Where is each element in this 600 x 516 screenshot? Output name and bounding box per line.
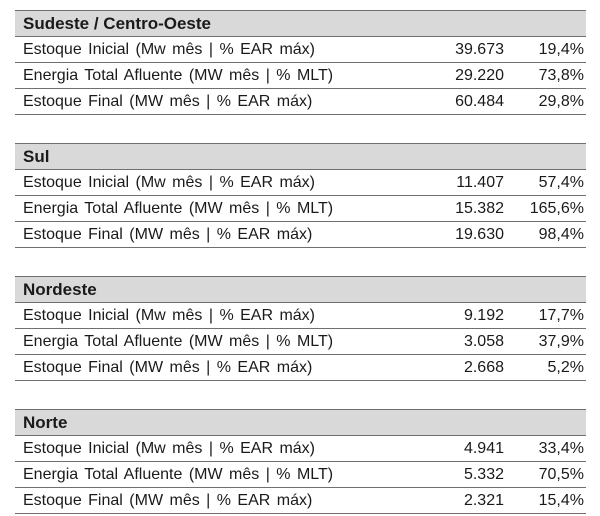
region-block-norte [15,409,586,514]
region-block-sudeste-centro-oeste [15,10,586,115]
row-value: 15.382 [455,200,504,217]
row-percent: 5,2% [547,359,584,376]
row-value: 60.484 [455,93,504,110]
table-row [15,436,586,462]
row-value: 4.941 [463,440,504,457]
region-header: Sul [15,143,586,170]
table-row [15,37,586,63]
row-label: Energia Total Afluente (MW mês | % MLT) [23,67,334,84]
row-label: Energia Total Afluente (MW mês | % MLT) [23,200,334,217]
row-label: Estoque Inicial (Mw mês | % EAR máx) [23,440,316,457]
row-percent: 33,4% [538,440,584,457]
row-percent: 70,5% [538,466,584,483]
row-percent: 57,4% [538,174,584,191]
row-percent: 98,4% [538,226,584,243]
row-value: 2.321 [463,492,504,509]
table-row [15,462,586,488]
row-percent: 19,4% [538,41,584,58]
table-row [15,222,586,248]
row-value: 5.332 [463,466,504,483]
row-percent: 15,4% [538,492,584,509]
table-row [15,355,586,381]
row-percent: 29,8% [538,93,584,110]
table-row [15,488,586,514]
region-header: Nordeste [15,276,586,303]
region-block-nordeste [15,276,586,381]
row-value: 19.630 [455,226,504,243]
row-label: Estoque Inicial (Mw mês | % EAR máx) [23,307,316,324]
row-value: 29.220 [455,67,504,84]
row-value: 11.407 [456,174,504,191]
row-percent: 165,6% [529,200,584,217]
row-label: Estoque Inicial (Mw mês | % EAR máx) [23,41,316,58]
table-row [15,89,586,115]
row-label: Estoque Inicial (Mw mês | % EAR máx) [23,174,316,191]
table-row [15,329,586,355]
table-row [15,63,586,89]
row-value: 9.192 [463,307,504,324]
row-value: 39.673 [455,41,504,58]
row-label: Energia Total Afluente (MW mês | % MLT) [23,333,334,350]
table-row [15,196,586,222]
row-label: Estoque Final (MW mês | % EAR máx) [23,226,313,243]
table-row [15,170,586,196]
row-percent: 37,9% [538,333,584,350]
region-block-sul [15,143,586,248]
row-value: 3.058 [463,333,504,350]
row-percent: 73,8% [538,67,584,84]
row-label: Estoque Final (MW mês | % EAR máx) [23,93,313,110]
row-label: Estoque Final (MW mês | % EAR máx) [23,359,313,376]
row-percent: 17,7% [538,307,584,324]
region-header: Sudeste / Centro-Oeste [15,10,586,37]
table-row [15,303,586,329]
row-label: Energia Total Afluente (MW mês | % MLT) [23,466,334,483]
row-value: 2.668 [463,359,504,376]
region-header: Norte [15,409,586,436]
row-label: Estoque Final (MW mês | % EAR máx) [23,492,313,509]
